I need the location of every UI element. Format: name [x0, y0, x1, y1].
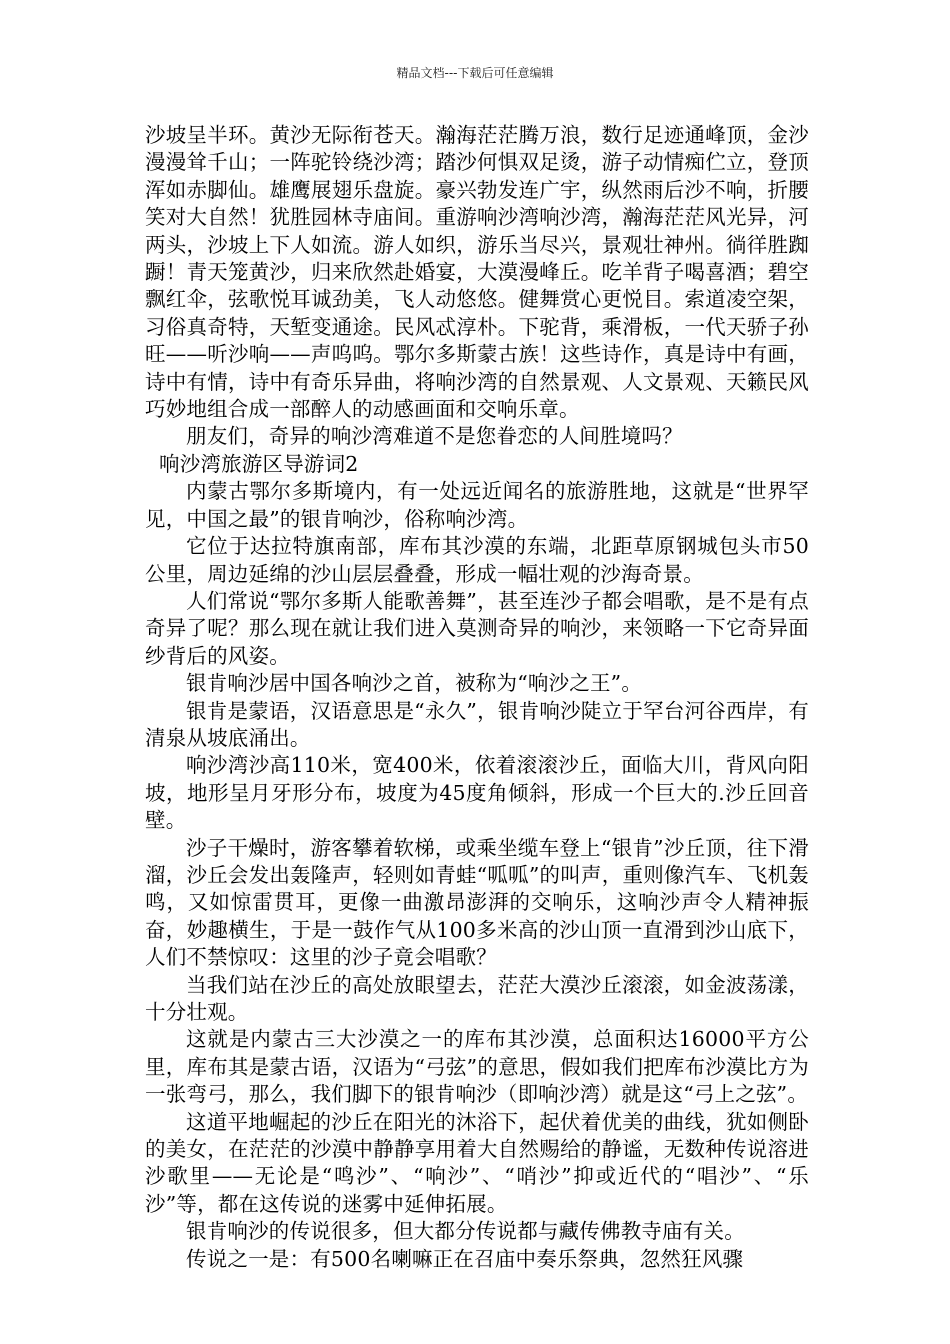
- paragraph: 当我们站在沙丘的高处放眼望去，茫茫大漠沙丘滚滚，如金波荡漾，十分壮观。: [145, 972, 809, 1024]
- paragraph: 银肯响沙的传说很多，但大都分传说都与藏传佛教寺庙有关。: [186, 1219, 745, 1244]
- paragraph: 响沙湾沙高110米，宽400米，依着滚滚沙丘，面临大川，背风向阳坡，地形呈月牙形分布，坡度为45度角倾斜，形成一个巨大的.沙丘回音壁。: [145, 753, 809, 833]
- paragraph: 朋友们，奇异的响沙湾难道不是您眷恋的人间胜境吗？: [186, 424, 683, 449]
- section-heading: 响沙湾旅游区导游词2: [159, 451, 359, 476]
- paragraph: 沙坡呈半环。黄沙无际衔苍天。瀚海茫茫腾万浪，数行足迹通峰顶，金沙漫漫耸千山；一阵驼铃绕沙湾；踏沙何惧双足烫，游子动情痴伫立，登顶浑如赤脚仙。雄鹰展翅乐盘旋。豪兴勃发连广宇，纵然雨后沙不响，折腰笑对大自然！犹胜园林寺庙间。重游响沙湾响沙湾，瀚海茫茫风光异，河两头，沙坡上下人如流。游人如织，游乐当尽兴，景观壮神州。徜徉胜踟蹰！青天笼黄沙，归来欣然赴婚宴，大漠漫峰丘。吃羊背子喝喜酒；碧空飘红伞，弦歌悦耳诚劲美，飞人动悠悠。健舞赏心更悦目。索道凌空架，习俗真奇特，天堑变通途。民风忒淳朴。下驼背，乘滑板，一代天骄子孙旺——听沙响——声呜呜。鄂尔多斯蒙古族！这些诗作，真是诗中有画，诗中有情，诗中有奇乐异曲，将响沙湾的自然景观、人文景观、天籁民风巧妙地组合成一部醉人的动感画面和交响乐章。: [145, 123, 809, 422]
- paragraph: 内蒙古鄂尔多斯境内，有一处远近闻名的旅游胜地，这就是“世界罕见，中国之最”的银肯响沙，俗称响沙湾。: [145, 479, 809, 531]
- page-header: 精品文档---下载后可任意编辑: [396, 66, 554, 80]
- paragraph: 传说之一是：有500名喇嘛正在召庙中奏乐祭典，忽然狂风骤: [186, 1246, 744, 1271]
- paragraph: 它位于达拉特旗南部，库布其沙漠的东端，北距草原钢城包头市50公里，周边延绵的沙山层层叠叠，形成一幅壮观的沙海奇景。: [145, 534, 809, 586]
- paragraph: 人们常说“鄂尔多斯人能歌善舞”，甚至连沙子都会唱歌，是不是有点奇异了呢？那么现在就让我们进入莫测奇异的响沙，来领略一下它奇异面纱背后的风姿。: [145, 588, 809, 668]
- document-body: [145, 122, 809, 1273]
- paragraph: 这道平地崛起的沙丘在阳光的沐浴下，起伏着优美的曲线，犹如侧卧的美女，在茫茫的沙漠中静静享用着大自然赐给的静谧，无数种传说溶进沙歌里——无论是“鸣沙”、“响沙”、“哨沙”抑或近代的“唱沙”、“乐沙”等，都在这传说的迷雾中延伸拓展。: [145, 1109, 809, 1216]
- paragraph: 沙子干燥时，游客攀着软梯，或乘坐缆车登上“银肯”沙丘顶，往下滑溜，沙丘会发出轰隆声，轻则如青蛙“呱呱”的叫声，重则像汽车、飞机轰鸣，又如惊雷贯耳，更像一曲激昂澎湃的交响乐，这响沙声令人精神振奋，妙趣横生，于是一鼓作气从100多米高的沙山顶一直滑到沙山底下，人们不禁惊叹：这里的沙子竟会唱歌？: [145, 835, 809, 970]
- paragraph: 这就是内蒙古三大沙漠之一的库布其沙漠，总面积达16000平方公里，库布其是蒙古语，汉语为“弓弦”的意思，假如我们把库布沙漠比方为一张弯弓，那么，我们脚下的银肯响沙（即响沙湾）就是这“弓上之弦”。: [145, 1027, 809, 1107]
- paragraph: 银肯响沙居中国各响沙之首，被称为“响沙之王”。: [186, 671, 643, 696]
- paragraph: 银肯是蒙语，汉语意思是“永久”，银肯响沙陡立于罕台河谷西岸，有清泉从坡底涌出。: [145, 698, 809, 750]
